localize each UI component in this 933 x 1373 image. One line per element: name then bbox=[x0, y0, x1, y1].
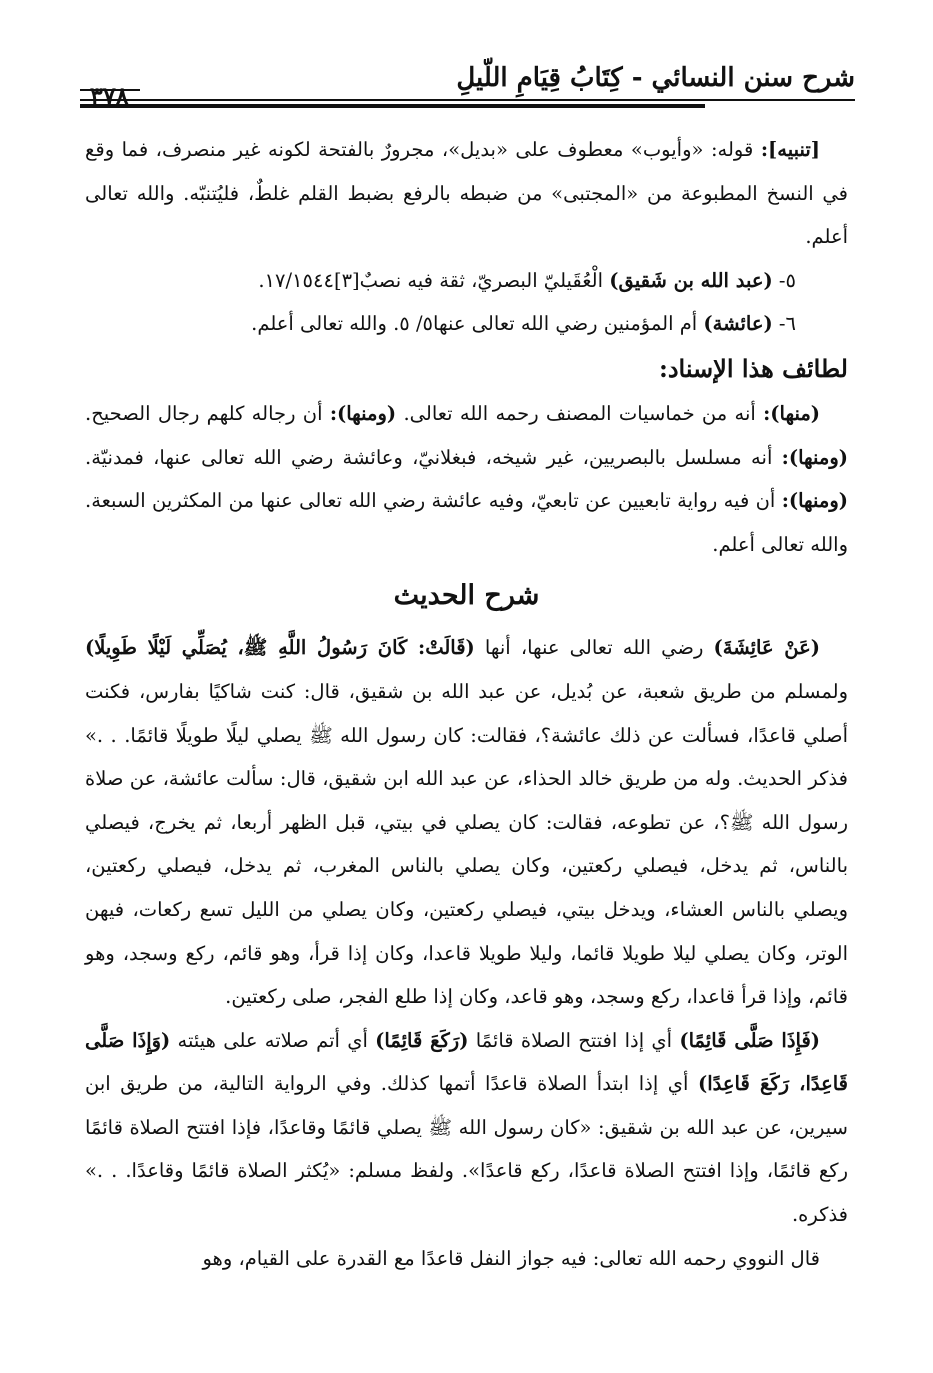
header-rule-thick bbox=[80, 104, 705, 108]
isnad-marker: (منها): bbox=[763, 401, 821, 425]
hadith-quote: (فَإِذَا صَلَّى قَائِمًا) bbox=[679, 1028, 821, 1052]
page-body bbox=[85, 128, 848, 1280]
hadith-paragraph-2 bbox=[85, 1019, 848, 1237]
hadith-text: قال النووي رحمه الله تعالى: فيه جواز النفل قاعدًا مع القدرة على القيام، وهو bbox=[202, 1246, 820, 1270]
note-paragraph bbox=[85, 128, 848, 259]
hadith-text: رضي الله تعالى عنها، أنها bbox=[484, 636, 704, 660]
isnad-marker: (ومنها): bbox=[781, 445, 848, 469]
header-rule bbox=[80, 99, 855, 101]
isnad-text: أن رجاله كلهم رجال الصحيح. bbox=[85, 401, 323, 425]
narrator-number: ٦- bbox=[778, 312, 796, 336]
isnad-marker: (ومنها): bbox=[329, 401, 397, 425]
hadith-text: ولمسلم من طريق شعبة، عن بُديل، عن عبد الله بن شقيق، قال: كنت شاكيًا بفارس، فكنت أصلي قاعدًا، فسألت عن ذلك عائشة؟، فقالت: كان رسول الله ﷺ يصلي ليلًا طويلًا قائمًا. . .» فذكر الحديث. وله من طريق خالد الحذاء، عن عبد الله ابن شقيق، قال: سألت عائشة، عن صلاة رسول الله ﷺ؟، عن تطوعه، فقالت: كان يصلي في بيتي، قبل الظهر أربعا، ثم يخرج، فيصلي بالناس، ثم يدخل، فيصلي ركعتين، وكان يصلي بالناس المغرب، ثم يدخل، فيصلي ركعتين، ويصلي بالناس العشاء، ويدخل بيتي، فيصلي ركعتين، وكان يصلي من الليل تسع ركعات، فيهن الوتر، وكان يصلي ليلا طويلا قائما، وليلا طويلا قاعدا، وكان إذا قرأ، وهو قائم، ركع وسجد، وهو قائم، وإذا قرأ قاعدا، ركع وسجد، وهو قاعد، وكان إذا طلع الفجر، صلى ركعتين. bbox=[85, 679, 848, 1009]
isnad-paragraph bbox=[85, 392, 848, 566]
page-number-rule bbox=[80, 89, 140, 91]
hadith-text: أي أتم صلاته على هيئته bbox=[177, 1028, 368, 1052]
hadith-quote: (رَكَعَ قَائِمًا) bbox=[375, 1028, 469, 1052]
hadith-text: أي إذا ابتدأ الصلاة قاعدًا أتمها كذلك. وفي الرواية التالية، من طريق ابن سيرين، عن عبد الله بن شقيق: «كان رسول الله ﷺ يصلي قائمًا وقاعدًا، فإذا افتتح الصلاة قائمًا ركع قائمًا، وإذا افتتح الصلاة قاعدًا، ركع قاعدًا». ولفظ مسلم: «يُكثر الصلاة قائمًا وقاعدًا. . .» فذكره. bbox=[85, 1072, 848, 1227]
isnad-text: أن فيه رواية تابعيين عن تابعيّ، وفيه عائشة رضي الله تعالى عنها من المكثرين السبعة. والله تعالى أعلم. bbox=[85, 489, 848, 556]
hadith-quote: (عَنْ عَائِشَةَ) bbox=[713, 636, 821, 660]
hadith-paragraph-3 bbox=[85, 1237, 848, 1281]
narrator-text: الْعُقَيليّ البصريّ، ثقة فيه نصبٌ[٣]١٧/١٥٤٤. bbox=[258, 268, 604, 292]
hadith-text: أي إذا افتتح الصلاة قائمًا bbox=[475, 1028, 673, 1052]
hadith-paragraph-1 bbox=[85, 626, 848, 1018]
isnad-heading: لطائف هذا الإسناد: bbox=[658, 353, 848, 383]
hadith-quote: (قَالَتْ: كَانَ رَسُولُ اللَّهِ ﷺ، يُصَلِّي لَيْلًا طَوِيلًا) bbox=[85, 636, 475, 660]
running-title: شرح سنن النسائي - كِتَابُ قِيَامِ اللّيلِ bbox=[456, 63, 855, 93]
isnad-text: أنه مسلسل بالبصريين، غير شيخه، فبغلانيّ، وعائشة رضي الله تعالى عنها، فمدنيّة. bbox=[85, 445, 773, 469]
narrator-text: أم المؤمنين رضي الله تعالى عنها٥/ ٥. والله تعالى أعلم. bbox=[251, 312, 698, 336]
hadith-heading: شرح الحديث bbox=[393, 580, 540, 612]
isnad-marker: (ومنها): bbox=[781, 489, 849, 513]
hadith-quote: (وَإِذَا صَلَّى قَاعِدًا، رَكَعَ قَاعِدًا) bbox=[85, 1028, 849, 1096]
narrator-item-5 bbox=[85, 259, 848, 303]
note-text: قوله: «وأيوب» معطوف على «بديل»، مجرورٌ بالفتحة لكونه غير منصرف، فما وقع في النسخ المطبوعة من «المجتبى» من ضبطه بالرفع بضبط القلم غلطٌ، فليُتنبّه. والله تعالى أعلم. bbox=[85, 138, 848, 249]
page-number: ٣٧٨ bbox=[90, 81, 129, 110]
note-label: [تنبيه]: bbox=[760, 138, 821, 161]
narrator-name: (عائشة) bbox=[703, 312, 773, 336]
narrator-item-6 bbox=[85, 302, 848, 346]
narrator-number: ٥- bbox=[778, 268, 796, 292]
isnad-text: أنه من خماسيات المصنف رحمه الله تعالى. bbox=[403, 401, 756, 425]
page-header bbox=[80, 55, 855, 110]
narrator-name: (عبد الله بن شَقيق) bbox=[609, 268, 773, 292]
